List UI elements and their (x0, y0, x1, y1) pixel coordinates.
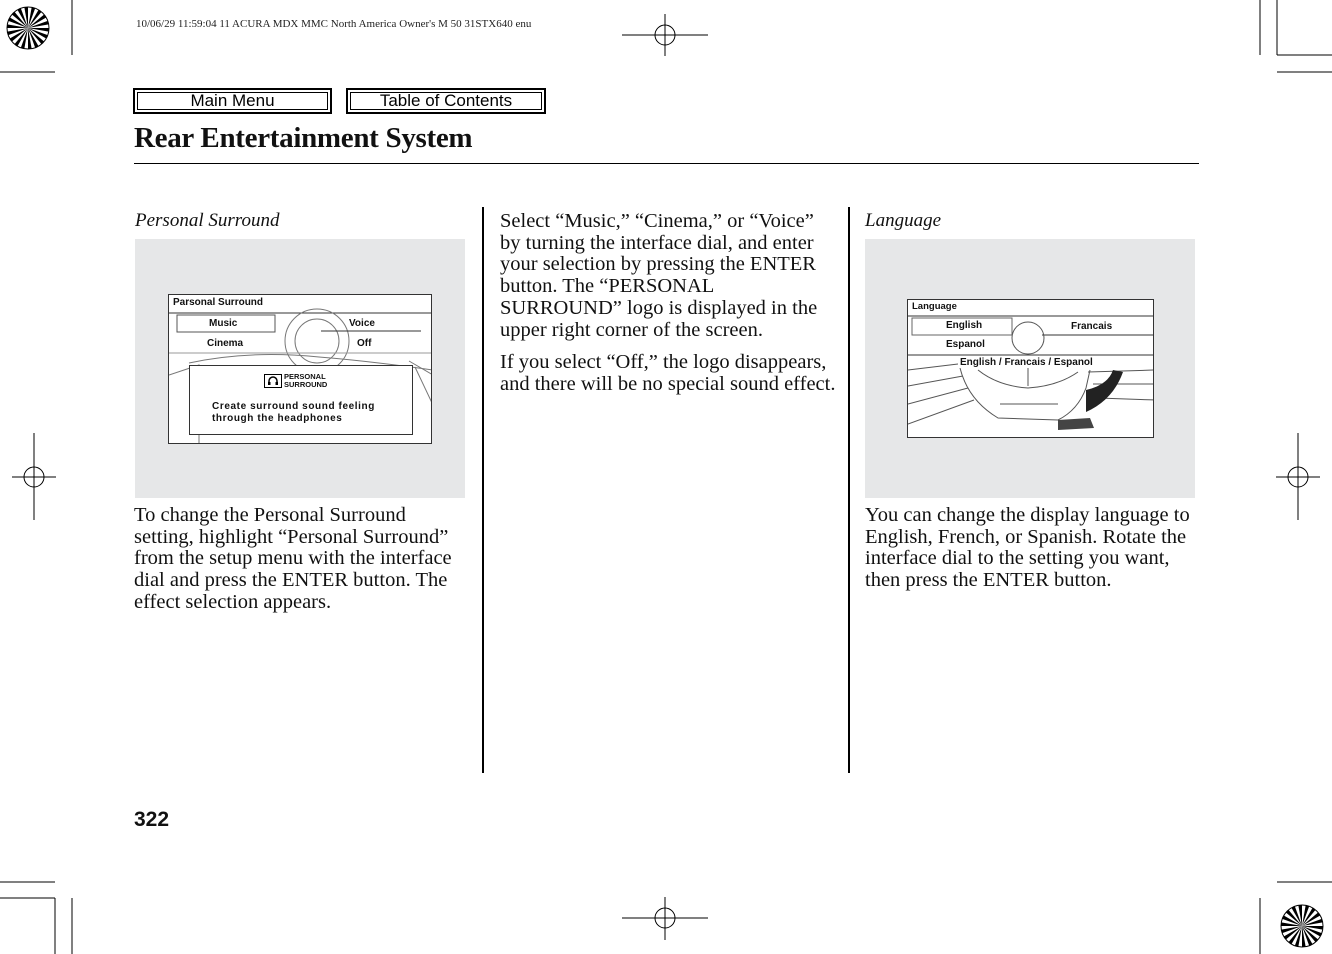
logo-text-line2: SURROUND (284, 380, 328, 389)
headphones-logo-icon (264, 374, 282, 388)
option-francais: Francais (1071, 321, 1113, 332)
message-line1: Create surround sound feeling (212, 401, 375, 412)
option-off: Off (357, 338, 372, 349)
option-cinema: Cinema (207, 338, 244, 349)
message-box (189, 365, 413, 435)
title-divider (134, 163, 1199, 164)
language-screen (907, 299, 1154, 438)
option-voice: Voice (349, 318, 375, 329)
page-title: Rear Entertainment System (134, 122, 473, 154)
option-music: Music (209, 318, 238, 329)
figure-caption: Language (865, 210, 941, 231)
figure-panel (135, 239, 465, 498)
personal-surround-screen (168, 294, 432, 444)
body-paragraph: To change the Personal Surround setting, highlight “Personal Surround” from the setup menu with the interface dial and press the ENTER button. The effect selection appears. (134, 504, 452, 613)
figure-panel (865, 239, 1195, 498)
body-paragraph: Select “Music,” “Cinema,” or “Voice” by turning the interface dial, and enter your selection by pressing the ENTER button. The “PERSONAL SURROUND” logo is displayed in the upper right corner of the screen. (500, 210, 818, 341)
figure-caption: Personal Surround (135, 210, 280, 231)
body-paragraph: If you select “Off,” the logo disappears, and there will be no special sound effect. (500, 351, 836, 395)
page-number: 322 (134, 808, 170, 831)
car-rear-illustration (908, 300, 1154, 438)
column-divider (482, 207, 484, 773)
language-status-line: English / Francais / Espanol (960, 357, 1093, 368)
option-espanol: Espanol (946, 339, 985, 350)
print-info: 10/06/29 11:59:04 11 ACURA MDX MMC North America Owner's M 50 31STX640 enu (136, 18, 532, 30)
table-of-contents-button[interactable]: Table of Contents (346, 88, 546, 114)
logo-text-line1: PERSONAL (284, 372, 326, 381)
message-line2: through the headphones (212, 413, 343, 424)
screen-title: Language (912, 301, 957, 312)
screen-title: Parsonal Surround (173, 297, 264, 308)
column-divider (848, 207, 850, 773)
main-menu-button[interactable]: Main Menu (133, 88, 332, 114)
body-paragraph: You can change the display language to English, French, or Spanish. Rotate the interface dial to the setting you want, then press the ENTER button. (865, 504, 1190, 592)
option-english: English (946, 320, 983, 331)
